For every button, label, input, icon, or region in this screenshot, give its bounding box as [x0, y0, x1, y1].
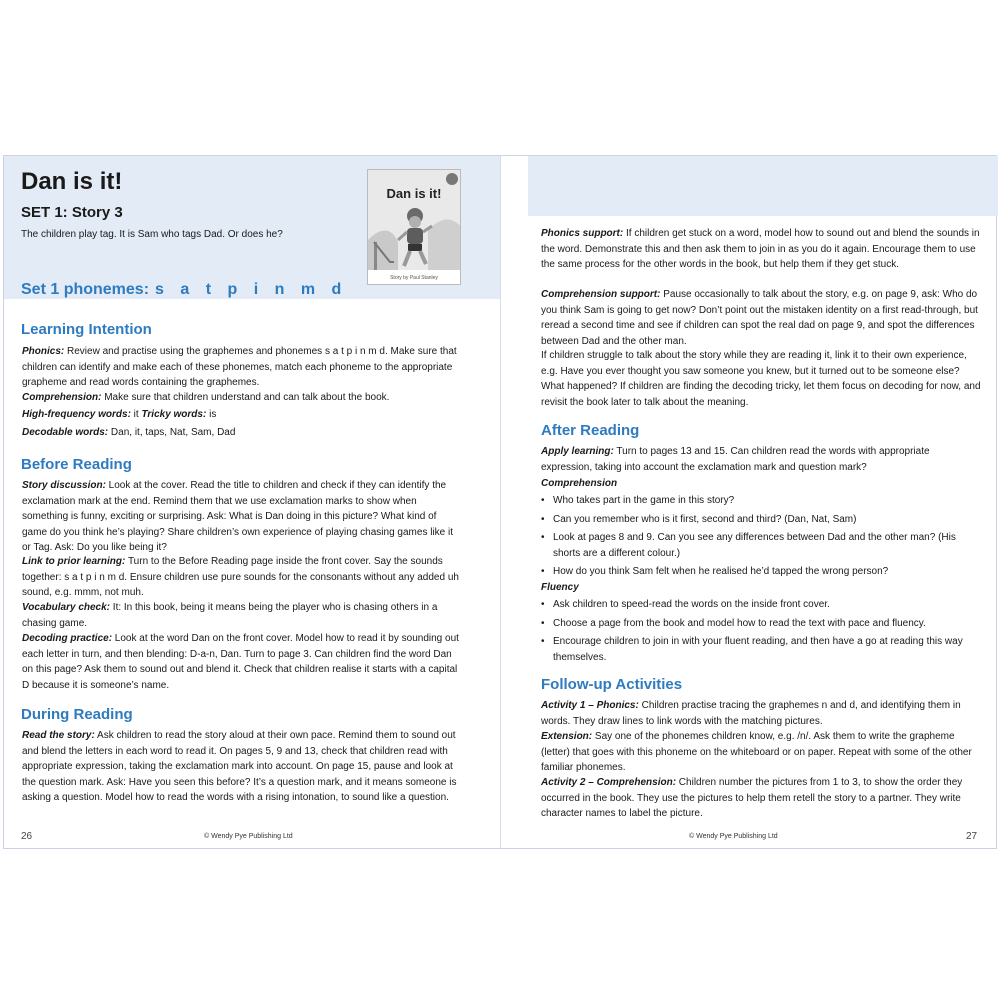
list-item: • Can you remember who is it first, second and third? (Dan, Nat, Sam) [541, 512, 981, 528]
decodable-label: Decodable words: [22, 427, 109, 438]
phonics-text: Review and practise using the graphemes and phonemes s a t p i n m d. Make sure that children can identify and make each of these phonemes, match each phoneme to the appropriate grapheme and read words containing the graphemes. [22, 346, 457, 388]
extension-text: Say one of the phonemes children know, e.g. /n/. Ask them to write the grapheme (letter) that goes with this phoneme on the whiteboard or on paper. Repeat with some of the other familiar phonemes. [541, 731, 972, 773]
tricky-words-label: Tricky words: [141, 409, 207, 420]
list-item: • Who takes part in the game in this story? [541, 493, 981, 509]
read-story-text: Ask children to read the story aloud at their own pace. Remind them to sound out and blend the letters in each word to read it. On pages 5, 9 and 13, check that children read with appropriate expression, taking the exclamation mark into account. On page 15, pause and look at the question mark. Ask: Have you seen this before? It’s a question mark, and it means someone is asking a question. Model how to read the words with a rising intonation, to sound like a question. [22, 730, 457, 803]
activity1-label: Activity 1 – Phonics: [541, 700, 639, 711]
page-title: Dan is it! [21, 168, 123, 195]
prior-learning-paragraph [22, 554, 462, 601]
tricky-words-text: is [206, 409, 217, 420]
list-item: • How do you think Sam felt when he realised he’d tapped the wrong person? [541, 564, 981, 580]
fluency-list [541, 597, 981, 668]
phonemes-label: Set 1 phonemes: [21, 281, 150, 298]
list-item: • Look at pages 8 and 9. Can you see any differences between Dad and the other man? (His shorts are a different colour.) [541, 530, 981, 561]
comprehension-support-label: Comprehension support: [541, 289, 661, 300]
decoding-label: Decoding practice: [22, 633, 113, 644]
book-spread [3, 155, 997, 849]
page-number-right: 27 [966, 831, 978, 842]
page-number-left: 26 [21, 831, 33, 842]
cover-title: Dan is it! [386, 186, 442, 201]
story-intro: The children play tag. It is Sam who tags Dad. Or does he? [21, 229, 283, 240]
header-band [528, 156, 998, 216]
phonics-support-text: If children get stuck on a word, model how to sound out and blend the sounds in the word. Demonstrate this and then ask them to join in as you do it again. Encourage them to use the same process for the other words in the book, but help them if they get stuck. [541, 228, 980, 270]
list-item: • Choose a page from the book and model how to read the text with pace and fluency. [541, 616, 981, 632]
after-reading-heading: After Reading [541, 422, 640, 439]
apply-learning-paragraph [541, 444, 981, 475]
set-label: SET 1: Story 3 [21, 204, 123, 221]
comprehension-paragraph [22, 390, 462, 406]
read-story-label: Read the story: [22, 730, 95, 741]
follow-up-heading: Follow-up Activities [541, 676, 683, 693]
decodable-words-paragraph [22, 425, 462, 441]
activity1-paragraph [541, 698, 981, 729]
vocabulary-paragraph [22, 600, 462, 631]
comprehension-label: Comprehension: [22, 392, 102, 403]
before-reading-heading: Before Reading [21, 456, 132, 473]
extension-paragraph [541, 729, 981, 776]
phonics-paragraph [22, 344, 462, 391]
decoding-text: Look at the word Dan on the front cover. Model how to read it by sounding out each letter in turn, and then blending: D-a-n, Dan. Turn to page 3. Can children find the word Dan on this page? Ask them to sound out and blend it. Check that children realise it starts with a capital D because it is someone’s name. [22, 633, 459, 691]
vocabulary-text: It: In this book, being it means being the player who is chasing others in a chasing game. [22, 602, 438, 629]
story-discussion-label: Story discussion: [22, 480, 106, 491]
right-page [501, 156, 997, 848]
struggle-paragraph: If children struggle to talk about the story while they are reading it, link it to their own experience, e.g. Have you ever thought you saw someone you knew, but it turned out to be someone else? What happened? If children are finding the decoding tricky, let them focus on decoding for now, and revisit the book later to talk about the meaning. [541, 350, 981, 408]
story-discussion-paragraph [22, 478, 462, 556]
footer-left: © Wendy Pye Publishing Ltd [204, 833, 293, 840]
read-story-paragraph [22, 728, 462, 806]
decodable-text: Dan, it, taps, Nat, Sam, Dad [108, 427, 236, 438]
prior-learning-label: Link to prior learning: [22, 556, 126, 567]
list-item: • Encourage children to join in with your fluent reading, and then have a go at reading this way themselves. [541, 634, 981, 665]
phonemes-heading [21, 281, 347, 299]
hf-words-text: it [130, 409, 142, 420]
story-discussion-text: Look at the cover. Read the title to children and check if they can identify the exclamation mark at the end. Remind them that we use exclamation marks to show when something is funny, exciting or surprising. Ask: What is Dan doing in this picture? What kind of game do you think he’s playing? Share children’s own experience of playing chasing games like it or Tag. Ask: Do you like being it? [22, 480, 454, 553]
activity2-text: Children number the pictures from 1 to 3, to show the order they occurred in the book. They use the pictures to help them retell the story to a partner. They write character names to label the picture. [541, 777, 963, 819]
fluency-subheading: Fluency [541, 582, 579, 593]
extension-label: Extension: [541, 731, 593, 742]
book-cover-image [367, 169, 461, 285]
prior-learning-text: Turn to the Before Reading page inside the front cover. Say the sounds together: s a t p i n m d. Ensure children use pure sounds for the consonants without any added uh sound, e.g. mmm, not muh. [22, 556, 459, 598]
apply-learning-text: Turn to pages 13 and 15. Can children read the words with appropriate expression, taking into account the exclamation mark and question mark? [541, 446, 930, 473]
phonics-support-label: Phonics support: [541, 228, 624, 239]
apply-learning-label: Apply learning: [541, 446, 614, 457]
hf-words-label: High-frequency words: [22, 409, 131, 420]
cover-author: Story by Paul Stanley [390, 275, 438, 281]
phonics-support-paragraph [541, 226, 981, 273]
hf-words-paragraph [22, 407, 462, 423]
footer-right: © Wendy Pye Publishing Ltd [689, 833, 778, 840]
left-page [4, 156, 500, 848]
during-reading-heading: During Reading [21, 706, 133, 723]
decoding-practice-paragraph [22, 631, 462, 693]
learning-intention-heading: Learning Intention [21, 321, 152, 338]
activity2-paragraph [541, 775, 981, 822]
phonemes-list: s a t p i n m d [155, 281, 348, 298]
activity1-text: Children practise tracing the graphemes n and d, and identifying them in words. They draw lines to link words with the matching pictures. [541, 700, 961, 727]
comprehension-support-text: Pause occasionally to talk about the story, e.g. on page 9, ask: Who do you think Sam is going to get now? Don’t point out the mistaken identity on a first read-through, but reread a second time and see if children can spot the real dad on page 9, and spot the differences between Dad and the other man. [541, 289, 978, 347]
comprehension-list [541, 493, 981, 583]
comprehension-text: Make sure that children understand and can talk about the book. [101, 392, 390, 403]
activity2-label: Activity 2 – Comprehension: [541, 777, 677, 788]
list-item: • Ask children to speed-read the words on the inside front cover. [541, 597, 981, 613]
comprehension-support-paragraph [541, 287, 981, 349]
phonics-label: Phonics: [22, 346, 65, 357]
vocabulary-label: Vocabulary check: [22, 602, 111, 613]
comprehension-subheading: Comprehension [541, 478, 618, 489]
